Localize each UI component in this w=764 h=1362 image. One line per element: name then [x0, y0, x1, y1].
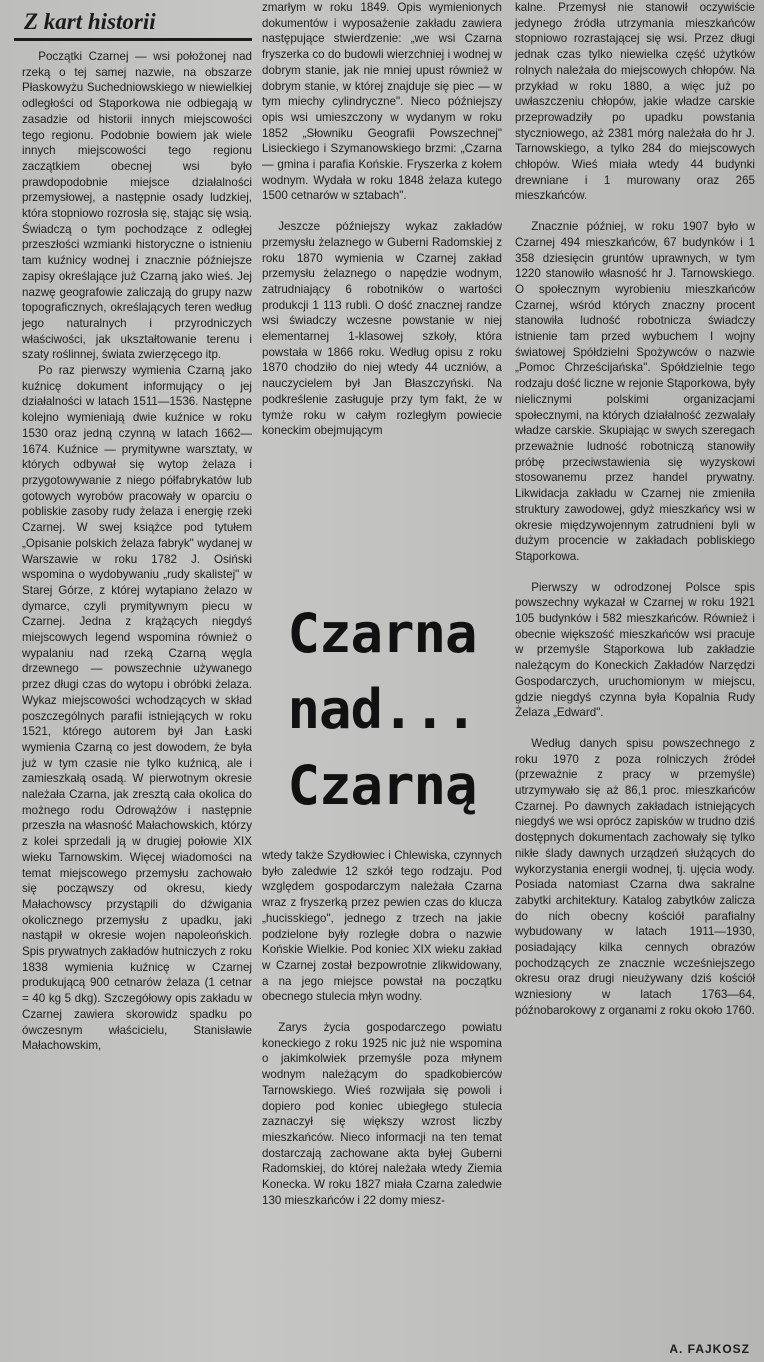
paragraph: zmarłym w roku 1849. Opis wymienionych dokumentów i wyposażenie zakładu zawiera następujące stwierdzenie: „we wsi Czarna fryszerka co do budowli wierzchniej i wodnej w dobrym stanie, jak nie mniej upust również w dobrym stanie, w której znajduje się piec — w tym miechy cylindryczne". Nieco późniejszy opis wsi umieszczony w wydanym w roku 1852 „Słowniku Geografii Powszechnej" Lisieckiego i Szymanowskiego brzmi: „Czarna — gmina i parafia Końskie. Fryszerka z kołem wodnym. Wydała w roku 1848 żelaza kutego 1500 cetnarów w sztabach".: [262, 1, 502, 203]
article-column-2: [262, 0, 502, 439]
paragraph: kalne. Przemysł nie stanowił oczywiście jedynego źródła utrzymania mieszkańców stopniowo rozrastającej się wsi. Przez długi jednak czas tylko niewielka część użytków rolnych należała do miejscowych chłopów. Na przykład w roku 1880, a więc już po uwłaszczeniu chłopów, jakie władze carskie przeprowadziły po upadku powstania styczniowego, aż 2381 mórg należała do hr J. Tarnowskiego, a tylko 284 do miejscowych chłopów. Wieś miała wtedy 44 budynki drewniane i 1 murowany oraz 265 mieszkańców.: [515, 1, 755, 203]
paragraph: wtedy także Szydłowiec i Chlewiska, czynnych było zaledwie 12 szkół tego rodzaju. Pod względem gospodarczym należała Czarna wraz z fryszerką przez pewien czas do klucza „hucisskiego", jednego z trzech na jakie podzielone były rozległe dobra o nazwie Końskie Wielkie. Pod koniec XIX wieku zakład w Czarnej został bezpowrotnie zlikwidowany, a na jego miejsce powstał na początku obecnego stulecia młyn wodny.: [262, 849, 502, 1004]
headline-line-3: Czarną: [287, 754, 477, 817]
article-column-3: [515, 0, 755, 1019]
paragraph: Po raz pierwszy wymienia Czarną jako kuźnicę dokument informujący o jej działalności w latach 1511—1536. Następne kolejno wymieniają dwie kuźnice w roku 1530 oraz jedną czynną w latach 1662—1674. Kuźnice — prymitywne warsztaty, w których odbywał się wytop żelaza i przygotowywanie z niego półfabrykatów lub gotowych wyrobów pracowały w oparciu o pobliskie zasoby rudy żelaza i energię rzeki Czarnej. W swej książce pod tytułem „Opisanie polskich żelaza fabryk" wydanej w Warszawie w roku 1782 J. Osiński wspomina o wydobywaniu „rudy skalistej" w Starej Górze, z której wytapiano żelazo w dymarce, czyli prymitywnym piecu w Czarnej. Jedna z krążących niegdyś miejscowych legend wspomina również o wypalaniu nad rzeką Czarną węgla drzewnego — powszechnie używanego przez długi czas do wytopu i obróbki żelaza. Wykaz miejscowości wchodzących w skład poszczególnych parafii istniejących w roku 1521, którego autorem był Jan Łaski wymienia Czarną co jest dowodem, że była już w tym czasie nie tylko kuźnicą, ale i zamieszkałą osadą. W pierwotnym okresie należała Czarna, jak zresztą cała okolica do możnego rodu Odrowążów i następnie przeszła na własność Małachowskich, którzy z kolei sprzedali ją w drugiej połowie XIX wieku Tarnowskim. Więcej wiadomości na temat miejscowego przemysłu zachowało się począwszy od okresu, kiedy Małachowscy przystąpili do dźwigania okolicznego przemysłu z upadku, jaki nastąpił w okresie wojen napoleońskich. Spis prywatnych zakładów hutniczych z roku 1838 wymienia kuźnicę w Czarnej produkującą 900 cetnarów żelaza (1 cetnar = 40 kg 5 dkg). Szczegółowy opis zakładu w Czarnej zawiera skorowidz spadku po ówczesnym właścicielu, Stanisławie Małachowskim,: [22, 364, 252, 1053]
paragraph: Według danych spisu powszechnego z roku 1970 z poza rolniczych źródeł (przeważnie z pracy w przemyśle) utrzymywało się aż 86,1 proc. mieszkańców Czarnej. Po dawnych zakładach istniejących niegdyś we wsi oprócz zapisków w trudno dziś dostępnych dokumentach zachowały się tylko nikłe ślady dawnych urządzeń służących do wykorzystania energii wodnej, tj. ujęcia wody. Posiada natomiast Czarna dwa sakralne zabytki architektury. Katalog zabytków zalicza do nich obecny kościół parafialny wybudowany w latach 1911—1930, posiadający kilka cennych obrazów pochodzących ze znacznie wcześniejszego okresu oraz drugi nieużywany dziś kościół wzniesiony w latach 1763—64, późnobarokowy z organami z roku około 1760.: [515, 736, 755, 1017]
headline-line-1: Czarna: [287, 602, 477, 665]
article-headline: [262, 596, 502, 846]
paragraph: Znacznie później, w roku 1907 było w Czarnej 494 mieszkańców, 67 budynków i 1 358 dziesięcin gruntów uprawnych, w tym 1220 stanowiło własność hr J. Tarnowskiego. O społecznym wyrobieniu mieszkańców Czarnej, wśród których znaczny procent stanowiła ludność robotnicza świadczy istnienie tam przed wybuchem I wojny światowej Spółdzielni Spożywców o nazwie „Pomoc Chrześcijańska". Spółdzielnie tego rodzaju dość liczne w rejonie Stąporkowa, były nielicznymi polskimi organizacjami społecznymi, na których działalność zezwalały władze carskie. Skupiając w swych szeregach przeważnie ludność robotniczą stanowiły próbę przeciwstawienia się wyzyskowi stosowanemu przez handel prywatny. Likwidacja zakładu w Czarnej nie zmieniła struktury zawodowej, gdyż mieszkańcy wsi w okresie międzywojennym zatrudnieni byli w dużym procencie w zakładach pobliskiego Stąporkowa.: [515, 220, 755, 563]
paragraph: Jeszcze późniejszy wykaz zakładów przemysłu żelaznego w Guberni Radomskiej z roku 1870 wymienia w Czarnej zakład przemysłu żelaznego o napędzie wodnym, zatrudniający 6 robotników o wartości produkcji 1 113 rubli. O dość znacznej randze wsi świadczy wczesne powstanie w niej elementarnej 1-klasowej szkoły, która powstała w 1866 roku. Według opisu z roku 1870 chodziło do niej wtedy 44 uczniów, a nauczycielem był Jan Błaszczyński. Na podkreślenie zasługuje przy tym fakt, że w tymże roku w całym rozległym powiecie koneckim obejmującym: [262, 220, 502, 438]
column-1-body: [14, 49, 252, 1054]
paragraph: Pierwszy w odrodzonej Polsce spis powszechny wykazał w Czarnej w roku 1921 105 budynków i 582 mieszkańców. Również i obecnie większość mieszkańców wsi pracuje w przemyśle Stąporkowa lub zakładzie należącym do Koneckich Zakładów Narzędzi Gospodarczych, uruchomionym w miejscu, gdzie niegdyś czynna była Kopalnia Rudy Żelaza „Edward".: [515, 580, 755, 720]
paragraph: Zarys życia gospodarczego powiatu koneckiego z roku 1925 nic już nie wspomina o jakimkolwiek przemyśle poza młynem wodnym należącym do spadkobierców Tarnowskiego. Wieś rozwijała się powoli i dopiero pod koniec ubiegłego stulecia zaznaczył się większy wzrost liczby mieszkańców. Nieco informacji na ten temat dostarczają zachowane akta byłej Guberni Radomskiej, do której należała wtedy Ziemia Konecka. W roku 1827 miała Czarna zaledwie 130 mieszkańców i 22 domy miesz-: [262, 1021, 502, 1207]
article-column-2-lower: [262, 848, 502, 1208]
section-title: Z kart historii: [14, 0, 252, 41]
author-signature: A. FAJKOSZ: [669, 1342, 750, 1356]
headline-line-2: nad...: [287, 678, 477, 741]
paragraph: Początki Czarnej — wsi położonej nad rzeką o tej samej nazwie, na obszarze Płaskowyżu Suchedniowskiego w niewielkiej odległości od Stąporkowa nie odbiegają w zasadzie od historii innych miejscowości tego regionu. Podobnie bowiem jak wiele innych miejscowości tego regionu zaczątkiem obecnej wsi było prawdopodobnie miejsce działalności przemysłowej, a następnie osady ludzkiej, która stopniowo rozrosła się, stając się wsią. Świadczą o tym pochodzące z odległej przeszłości wzmianki historyczne o istnieniu tam kuźnicy wodnej i znacznie późniejsze zapisy określające już Czarną jako wieś. Jej nazwę geografowie zaliczają do grupy nazw topograficznych, określających teren według jego naturalnych i przyrodniczych właściwości, jak ukształtowanie terenu i szaty roślinnej, świata zwierzęcego itp.: [22, 50, 252, 362]
article-column-1: [14, 0, 252, 1054]
